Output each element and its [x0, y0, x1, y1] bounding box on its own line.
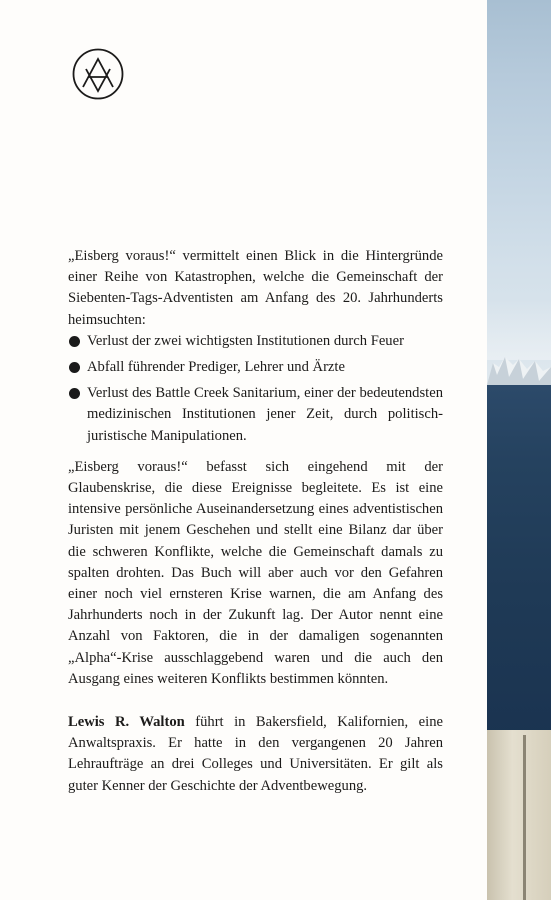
bullet-dot-icon	[69, 362, 80, 373]
bullet-text: Verlust des Battle Creek Sanitarium, einer der bedeutendsten medizinischen Institutionen jener Zeit, durch politisch-juristische Manipulationen.	[87, 385, 443, 444]
spacer	[68, 690, 443, 712]
author-bio: führt in Bakersfield, Kalifornien, eine Anwaltspraxis. Er hatte in den vergangenen 20 Jahren Lehraufträge an drei Colleges und Universitäten. Er gilt als guter Kenner der Geschichte der Adventbewegung.	[68, 714, 443, 794]
photo-rail-post	[523, 735, 526, 900]
publisher-monogram-icon	[71, 47, 125, 101]
spacer	[68, 447, 443, 457]
blurb-text	[68, 246, 443, 797]
cover-photo-strip	[487, 0, 551, 900]
bullet-text: Abfall führender Prediger, Lehrer und Ärzte	[87, 359, 345, 376]
bullet-text: Verlust der zwei wichtigsten Institutionen durch Feuer	[87, 332, 404, 349]
bullet-list	[68, 331, 443, 447]
photo-ship-rail	[487, 730, 551, 900]
bullet-item	[68, 383, 443, 447]
description-paragraph: „Eisberg voraus!“ befasst sich eingehend mit der Glaubenskrise, die diese Ereignisse begleitete. Es ist eine intensive persönliche Auseinandersetzung eines adventistischen Juristen mit jenem Geschehen und stellt eine Bilanz dar über die schweren Konflikte, welche die Gemeinschaft damals zu spalten drohten. Das Buch will aber auch vor den Gefahren einer noch viel ernsteren Krise warnen, die am Anfang des Jahrhunderts noch in der Zukunft lag. Der Autor nennt eine Anzahl von Faktoren, die in der damaligen sogenannten „Alpha“-Krise ausschlaggebend waren und die auch den Ausgang eines weiteren Konflikts bestimmen könnten.	[68, 458, 443, 687]
bullet-item	[68, 357, 443, 378]
bullet-item	[68, 331, 443, 352]
iceberg-icon	[487, 345, 551, 390]
author-name: Lewis R. Walton	[68, 714, 185, 731]
bullet-dot-icon	[69, 336, 80, 347]
bullet-dot-icon	[69, 388, 80, 399]
author-paragraph	[68, 712, 443, 797]
intro-paragraph: „Eisberg voraus!“ vermittelt einen Blick in die Hintergründe einer Reihe von Katastrophen, welche die Gemeinschaft der Siebenten-Tags-Adventisten am Anfang des 20. Jahrhunderts heimsuchten:	[68, 248, 443, 328]
